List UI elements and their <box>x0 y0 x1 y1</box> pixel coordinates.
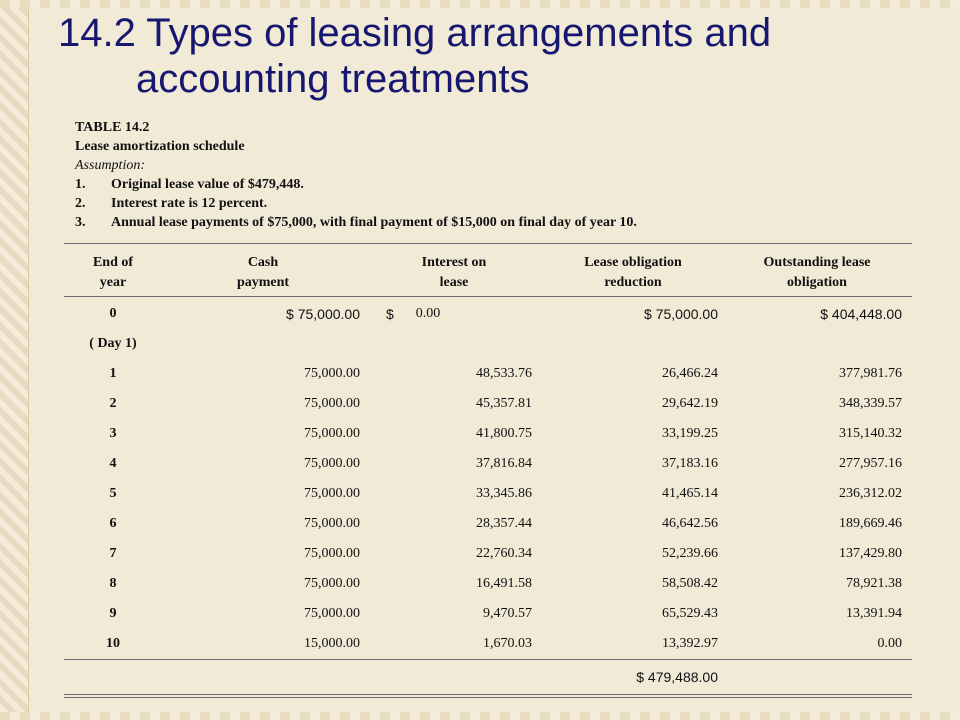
year-cell: 8 <box>109 576 117 591</box>
interest-cell: 48,533.76 <box>476 366 532 381</box>
interest-cell: 22,760.34 <box>476 546 532 561</box>
table-header-row <box>64 244 912 296</box>
outstanding-cell: 348,339.57 <box>839 396 902 411</box>
decorative-border-top <box>0 0 960 8</box>
year-cell: 4 <box>109 456 117 471</box>
day-note-row <box>64 329 912 359</box>
table-row <box>64 569 912 599</box>
year-cell: 2 <box>109 396 117 411</box>
outstanding-cell: 189,669.46 <box>839 516 902 531</box>
table-row <box>64 449 912 479</box>
header-cash-payment: Cash payment <box>236 255 290 290</box>
year-cell: 0 <box>109 306 117 321</box>
reduction-cell: $ 75,000.00 <box>644 306 718 322</box>
assumption-list <box>75 175 637 232</box>
slide-title-line-1: 14.2 Types of leasing arrangements and <box>58 11 772 55</box>
table-bottom-double-rule <box>64 694 912 698</box>
cash-payment-cell: 15,000.00 <box>304 636 360 651</box>
cash-payment-cell: 75,000.00 <box>304 456 360 471</box>
outstanding-cell: 0.00 <box>877 636 902 651</box>
reduction-cell: 58,508.42 <box>662 576 718 591</box>
outstanding-cell: 236,312.02 <box>839 486 902 501</box>
outstanding-cell: 315,140.32 <box>839 426 902 441</box>
cash-payment-cell: 75,000.00 <box>304 426 360 441</box>
cash-payment-cell: 75,000.00 <box>304 516 360 531</box>
cash-payment-cell: 75,000.00 <box>304 486 360 501</box>
interest-cell: 37,816.84 <box>476 456 532 471</box>
year-cell: 6 <box>109 516 117 531</box>
year-cell: 5 <box>109 486 117 501</box>
day-note: ( Day 1) <box>89 336 137 351</box>
interest-cell: 41,800.75 <box>476 426 532 441</box>
table-row <box>64 419 912 449</box>
outstanding-cell: 377,981.76 <box>839 366 902 381</box>
header-bottom-rule <box>64 296 912 297</box>
year-cell: 9 <box>109 606 117 621</box>
reduction-cell: 13,392.97 <box>662 636 718 651</box>
cash-payment-cell: 75,000.00 <box>304 576 360 591</box>
table-row <box>64 299 912 329</box>
table-label: TABLE 14.2 <box>75 120 150 135</box>
reduction-cell: 26,466.24 <box>662 366 718 381</box>
assumption-number: 1. <box>75 177 86 192</box>
outstanding-cell: 13,391.94 <box>846 606 902 621</box>
lease-amortization-table <box>64 243 912 698</box>
table-row <box>64 389 912 419</box>
header-outstanding-lease-obligation: Outstanding lease obligation <box>763 255 871 290</box>
table-row <box>64 479 912 509</box>
assumption-text: Original lease value of $479,448. <box>111 177 304 192</box>
assumption-item <box>75 213 637 232</box>
slide-title <box>58 10 771 102</box>
outstanding-cell: 277,957.16 <box>839 456 902 471</box>
interest-cell: 28,357.44 <box>476 516 532 531</box>
cash-payment-cell: 75,000.00 <box>304 366 360 381</box>
year-cell: 3 <box>109 426 117 441</box>
year-cell: 7 <box>109 546 117 561</box>
assumption-text: Annual lease payments of $75,000, with final payment of $15,000 on final day of year 10. <box>111 215 637 230</box>
slide-title-line-2: accounting treatments <box>136 57 530 101</box>
outstanding-cell: $ 404,448.00 <box>820 306 902 322</box>
reduction-cell: 29,642.19 <box>662 396 718 411</box>
interest-cell: 1,670.03 <box>483 636 532 651</box>
outstanding-cell: 78,921.38 <box>846 576 902 591</box>
reduction-cell: 33,199.25 <box>662 426 718 441</box>
interest-cell: 9,470.57 <box>483 606 532 621</box>
table-row <box>64 509 912 539</box>
assumption-text: Interest rate is 12 percent. <box>111 196 268 211</box>
assumption-number: 3. <box>75 215 86 230</box>
assumption-item <box>75 175 637 194</box>
assumption-number: 2. <box>75 196 86 211</box>
header-interest-on-lease: Interest on lease <box>421 255 487 290</box>
total-reduction-cell: $ 479,488.00 <box>636 669 718 685</box>
year-cell: 1 <box>109 366 117 381</box>
assumption-label: Assumption: <box>75 158 145 173</box>
interest-cell: 16,491.58 <box>476 576 532 591</box>
total-row <box>64 660 912 694</box>
table-row <box>64 629 912 659</box>
reduction-cell: 52,239.66 <box>662 546 718 561</box>
reduction-cell: 41,465.14 <box>662 486 718 501</box>
decorative-border-bottom <box>0 712 960 720</box>
interest-cell: 33,345.86 <box>476 486 532 501</box>
reduction-cell: 37,183.16 <box>662 456 718 471</box>
outstanding-cell: 137,429.80 <box>839 546 902 561</box>
assumption-item <box>75 194 637 213</box>
header-lease-obligation-reduction: Lease obligation reduction <box>584 255 682 290</box>
cash-payment-cell: 75,000.00 <box>304 546 360 561</box>
cash-payment-cell: $ 75,000.00 <box>286 306 360 322</box>
reduction-cell: 65,529.43 <box>662 606 718 621</box>
year-cell: 10 <box>106 636 120 651</box>
table-body <box>64 359 912 659</box>
table-row <box>64 539 912 569</box>
table-name: Lease amortization schedule <box>75 139 245 154</box>
decorative-border-left <box>0 0 29 720</box>
cash-payment-cell: 75,000.00 <box>304 606 360 621</box>
reduction-cell: 46,642.56 <box>662 516 718 531</box>
header-end-of-year: End of year <box>92 255 134 290</box>
table-row <box>64 359 912 389</box>
interest-cell: $ 0.00 <box>386 306 441 322</box>
table-intro <box>75 118 637 232</box>
table-row <box>64 599 912 629</box>
interest-cell: 45,357.81 <box>476 396 532 411</box>
cash-payment-cell: 75,000.00 <box>304 396 360 411</box>
